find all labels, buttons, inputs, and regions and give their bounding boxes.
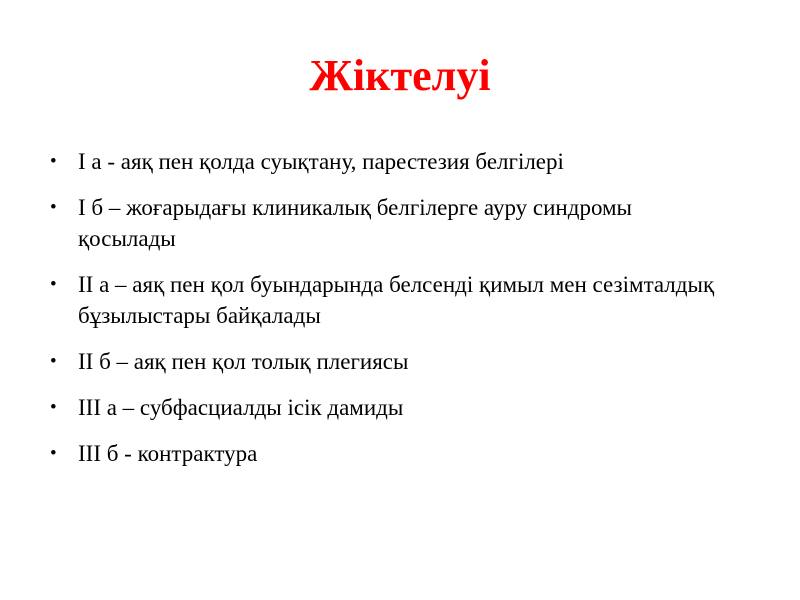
bullet-text: I а - аяқ пен қолда суықтану, парестезия белгілері — [78, 149, 564, 174]
bullet-dot-icon: • — [50, 351, 57, 372]
bullet-item — [50, 146, 730, 177]
bullet-dot-icon: • — [50, 443, 57, 464]
bullet-text: I б – жоғарыдағы клиникалық белгілерге ауру синдромы қосылады — [78, 195, 633, 251]
bullet-text: II а – аяқ пен қол буындарында белсенді қимыл мен сезімталдық бұзылыстары байқалады — [78, 272, 715, 328]
bullet-dot-icon: • — [50, 151, 57, 172]
bullet-item — [50, 438, 730, 469]
bullet-text: II б – аяқ пен қол толық плегиясы — [78, 349, 409, 374]
bullet-item — [50, 392, 730, 423]
bullet-list — [50, 146, 730, 484]
bullet-dot-icon: • — [50, 397, 57, 418]
bullet-item — [50, 346, 730, 377]
slide-title: Жіктелуі — [309, 51, 491, 100]
bullet-dot-icon: • — [50, 274, 57, 295]
bullet-item — [50, 269, 730, 331]
bullet-item — [50, 192, 730, 254]
bullet-dot-icon: • — [50, 197, 57, 218]
bullet-text: III б - контрактура — [78, 441, 258, 466]
bullet-text: III а – субфасциалды ісік дамиды — [78, 395, 404, 420]
